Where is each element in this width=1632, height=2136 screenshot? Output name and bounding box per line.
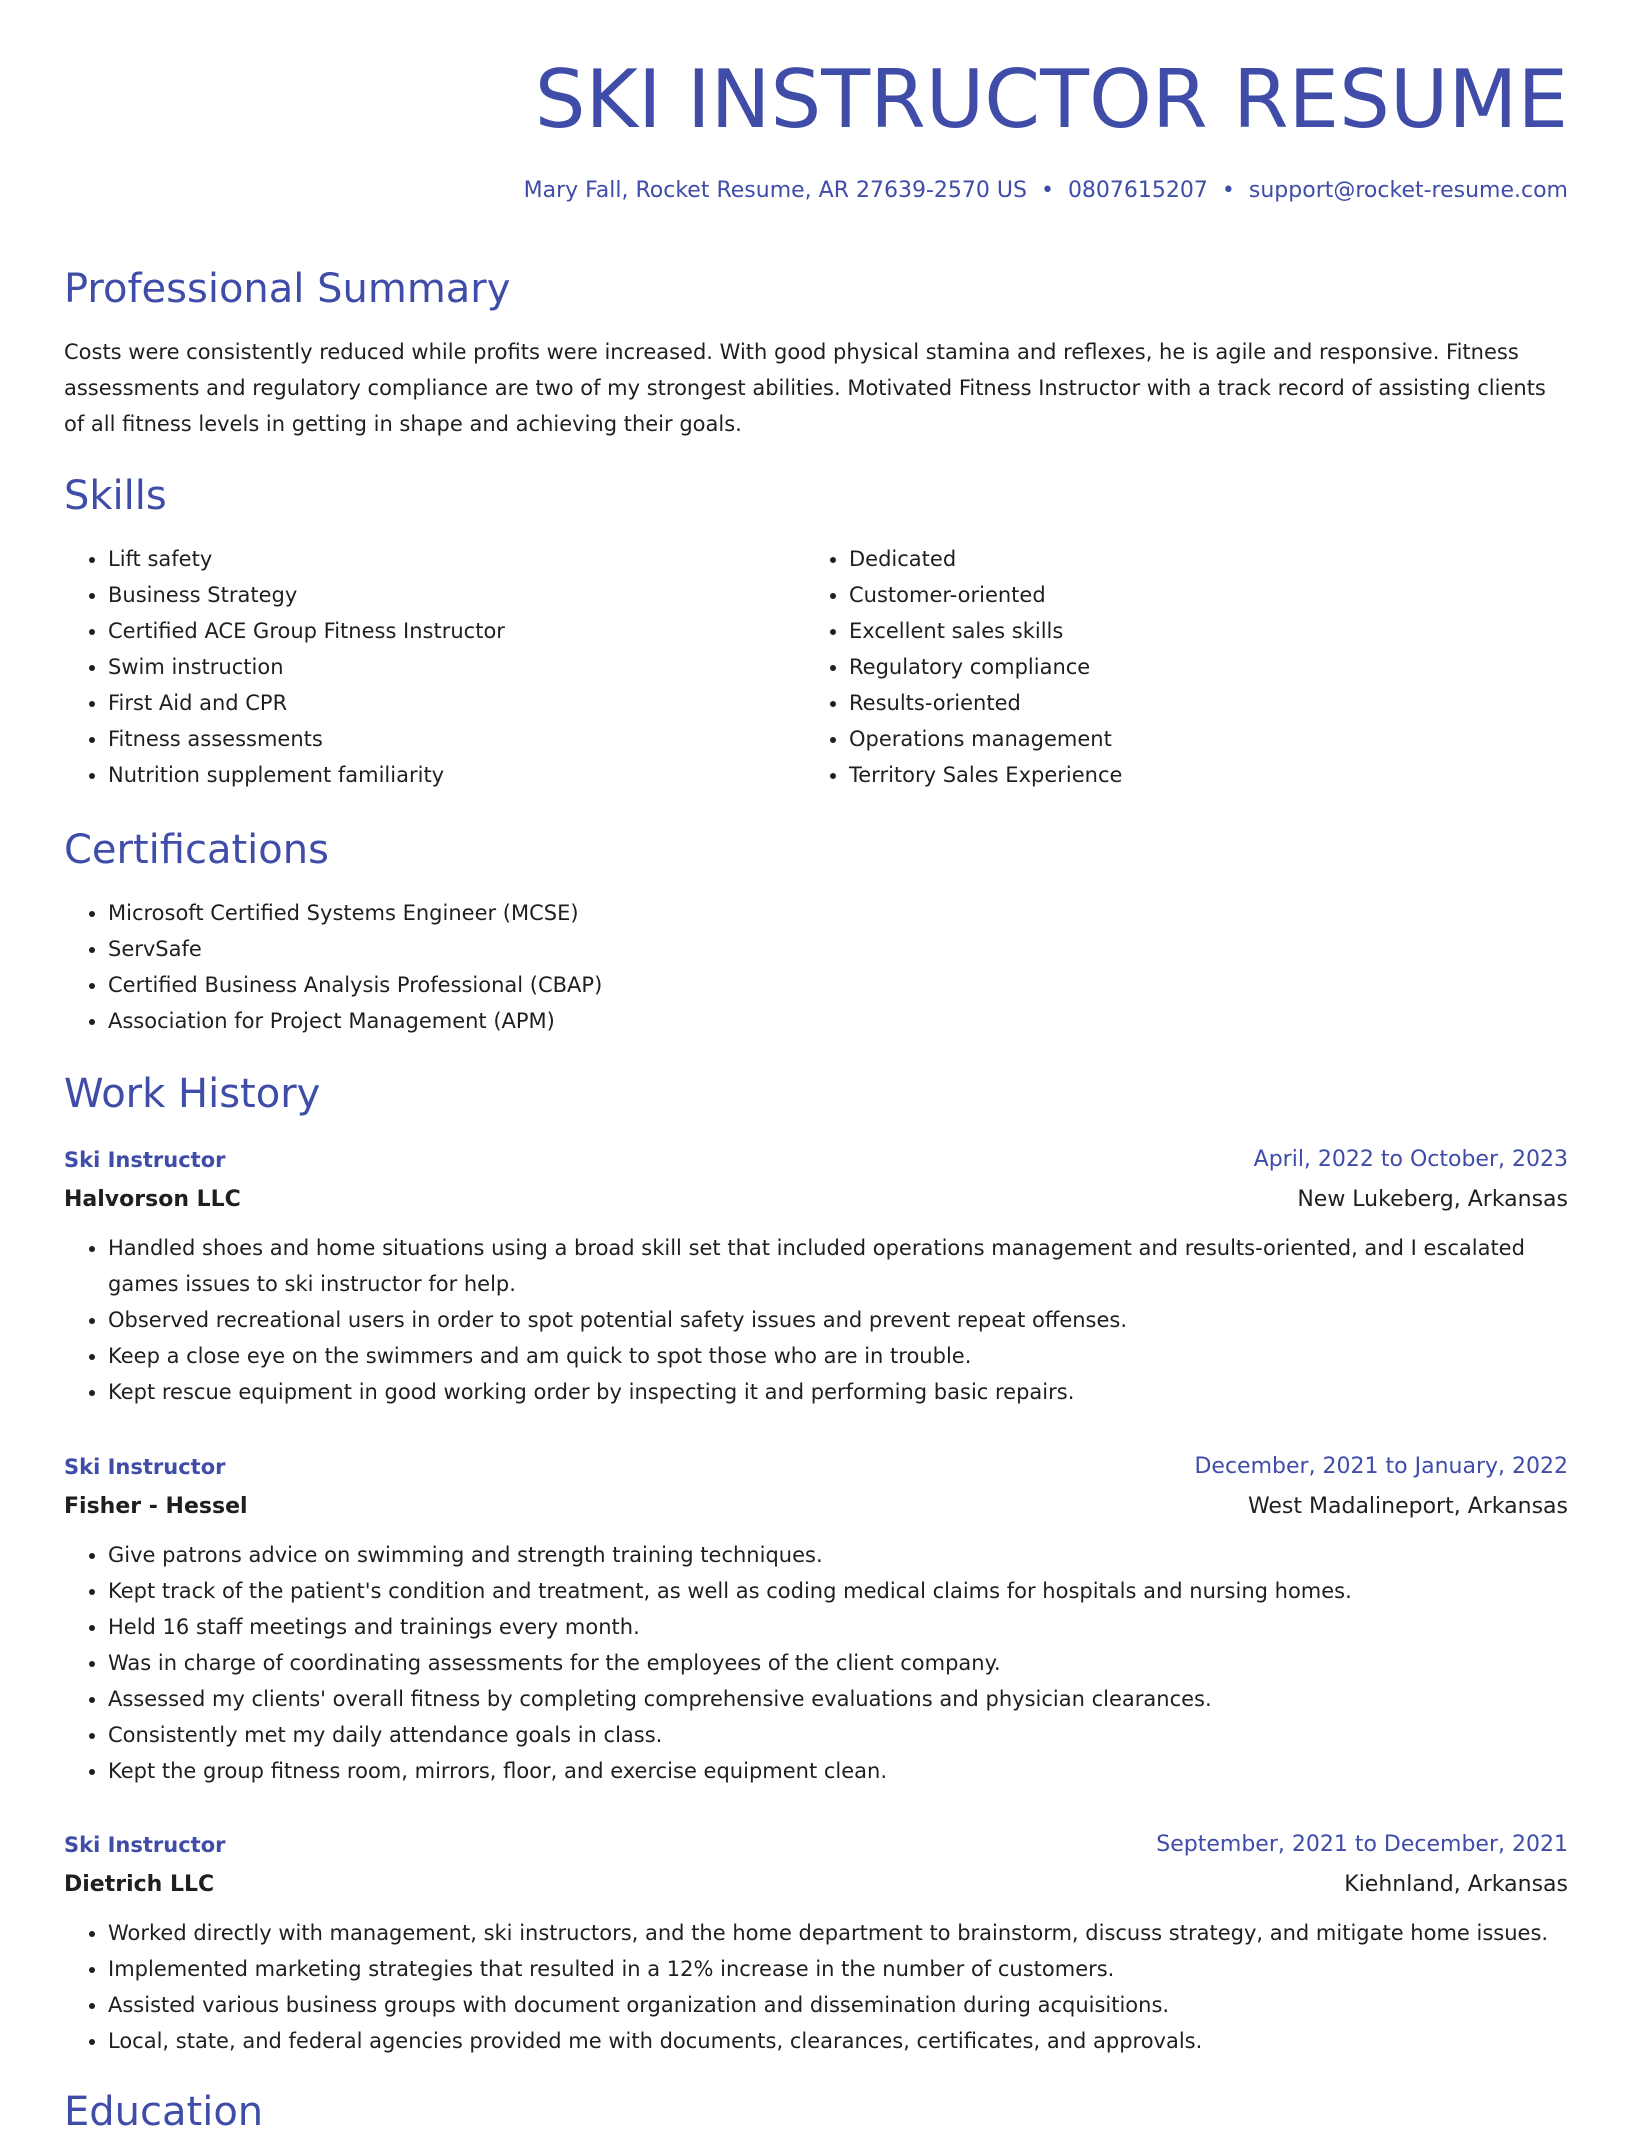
job-bullet: • Local, state, and federal agencies provided me with documents, clearances, certificates, and approvals. xyxy=(108,2023,1568,2059)
job-role: Ski Instructor xyxy=(64,1833,226,1857)
job-company: Fisher - Hessel xyxy=(64,1494,248,1519)
job-bullet: • Assisted various business groups with document organization and dissemination during acquisitions. xyxy=(108,1987,1568,2023)
summary-text: Costs were consistently reduced while profits were increased. With good physical stamina and reflexes, he is agile and responsive. Fitness assessments and regulatory compliance are two of my strongest abilities. Motivated Fitness Instructor with a track record of assisting clients of all fitness levels in getting in shape and achieving their goals. xyxy=(64,340,1546,436)
work-history-heading: Work History xyxy=(64,1071,321,1117)
job-bullet: • Held 16 staff meetings and trainings every month. xyxy=(108,1609,1568,1645)
job-entry xyxy=(64,1825,1568,2059)
summary-heading: Professional Summary xyxy=(64,266,511,312)
skills-list-right xyxy=(805,541,1546,793)
skills-columns xyxy=(64,541,1568,793)
job-bullets xyxy=(64,1915,1568,2059)
resume-title: SKI INSTRUCTOR RESUME xyxy=(534,53,1568,146)
contact-phone: 0807615207 xyxy=(1067,178,1208,203)
skill-item: • Swim instruction xyxy=(108,649,805,685)
certification-item: • Microsoft Certified Systems Engineer (MCSE) xyxy=(108,895,1568,931)
skill-item: • Territory Sales Experience xyxy=(849,757,1546,793)
skill-item: • Lift safety xyxy=(108,541,805,577)
job-entry xyxy=(64,1447,1568,1789)
contact-separator: • xyxy=(1221,178,1235,203)
job-bullet: • Kept rescue equipment in good working order by inspecting it and performing basic repairs. xyxy=(108,1374,1568,1410)
skill-item: • Regulatory compliance xyxy=(849,649,1546,685)
job-dates: April, 2022 to October, 2023 xyxy=(1253,1147,1568,1172)
skills-list-left xyxy=(64,541,805,793)
skills-heading: Skills xyxy=(64,473,167,519)
skill-item: • Results-oriented xyxy=(849,685,1546,721)
job-bullet: • Give patrons advice on swimming and strength training techniques. xyxy=(108,1537,1568,1573)
job-bullets xyxy=(64,1537,1568,1789)
certifications-list xyxy=(64,895,1568,1039)
job-bullet: • Kept the group fitness room, mirrors, floor, and exercise equipment clean. xyxy=(108,1753,1568,1789)
skill-item: • Customer-oriented xyxy=(849,577,1546,613)
contact-separator: • xyxy=(1040,178,1054,203)
certification-item: • Association for Project Management (APM) xyxy=(108,1003,1568,1039)
job-bullet: • Assessed my clients' overall fitness by completing comprehensive evaluations and physician clearances. xyxy=(108,1681,1568,1717)
certifications-heading: Certifications xyxy=(64,827,329,873)
job-bullet: • Consistently met my daily attendance goals in class. xyxy=(108,1717,1568,1753)
contact-address: Mary Fall, Rocket Resume, AR 27639-2570 US xyxy=(523,178,1027,203)
job-location: Kiehnland, Arkansas xyxy=(1344,1872,1568,1897)
job-company: Halvorson LLC xyxy=(64,1187,241,1212)
job-dates: September, 2021 to December, 2021 xyxy=(1156,1832,1568,1857)
job-bullet: • Handled shoes and home situations using a broad skill set that included operations management and results-oriented, and I escalated games issues to ski instructor for help. xyxy=(108,1230,1568,1302)
job-entry xyxy=(64,1140,1568,1410)
skill-item: • Dedicated xyxy=(849,541,1546,577)
education-heading: Education xyxy=(64,2089,264,2135)
skill-item: • Operations management xyxy=(849,721,1546,757)
job-role: Ski Instructor xyxy=(64,1455,226,1479)
certification-item: • Certified Business Analysis Professional (CBAP) xyxy=(108,967,1568,1003)
job-bullets xyxy=(64,1230,1568,1410)
job-location: New Lukeberg, Arkansas xyxy=(1297,1187,1568,1212)
job-dates: December, 2021 to January, 2022 xyxy=(1194,1454,1568,1479)
contact-line xyxy=(64,176,1568,206)
job-role: Ski Instructor xyxy=(64,1148,226,1172)
job-bullet: • Worked directly with management, ski instructors, and the home department to brainstorm, discuss strategy, and mitigate home issues. xyxy=(108,1915,1568,1951)
job-location: West Madalineport, Arkansas xyxy=(1247,1494,1568,1519)
job-bullet: • Implemented marketing strategies that resulted in a 12% increase in the number of customers. xyxy=(108,1951,1568,1987)
skill-item: • Nutrition supplement familiarity xyxy=(108,757,805,793)
skill-item: • First Aid and CPR xyxy=(108,685,805,721)
job-bullet: • Keep a close eye on the swimmers and am quick to spot those who are in trouble. xyxy=(108,1338,1568,1374)
job-bullet: • Was in charge of coordinating assessments for the employees of the client company. xyxy=(108,1645,1568,1681)
skill-item: • Certified ACE Group Fitness Instructor xyxy=(108,613,805,649)
job-company: Dietrich LLC xyxy=(64,1872,215,1897)
job-bullet: • Kept track of the patient's condition and treatment, as well as coding medical claims for hospitals and nursing homes. xyxy=(108,1573,1568,1609)
contact-email: support@rocket-resume.com xyxy=(1248,178,1568,203)
skill-item: • Excellent sales skills xyxy=(849,613,1546,649)
skill-item: • Business Strategy xyxy=(108,577,805,613)
job-bullet: • Observed recreational users in order to spot potential safety issues and prevent repeat offenses. xyxy=(108,1302,1568,1338)
certification-item: • ServSafe xyxy=(108,931,1568,967)
skill-item: • Fitness assessments xyxy=(108,721,805,757)
